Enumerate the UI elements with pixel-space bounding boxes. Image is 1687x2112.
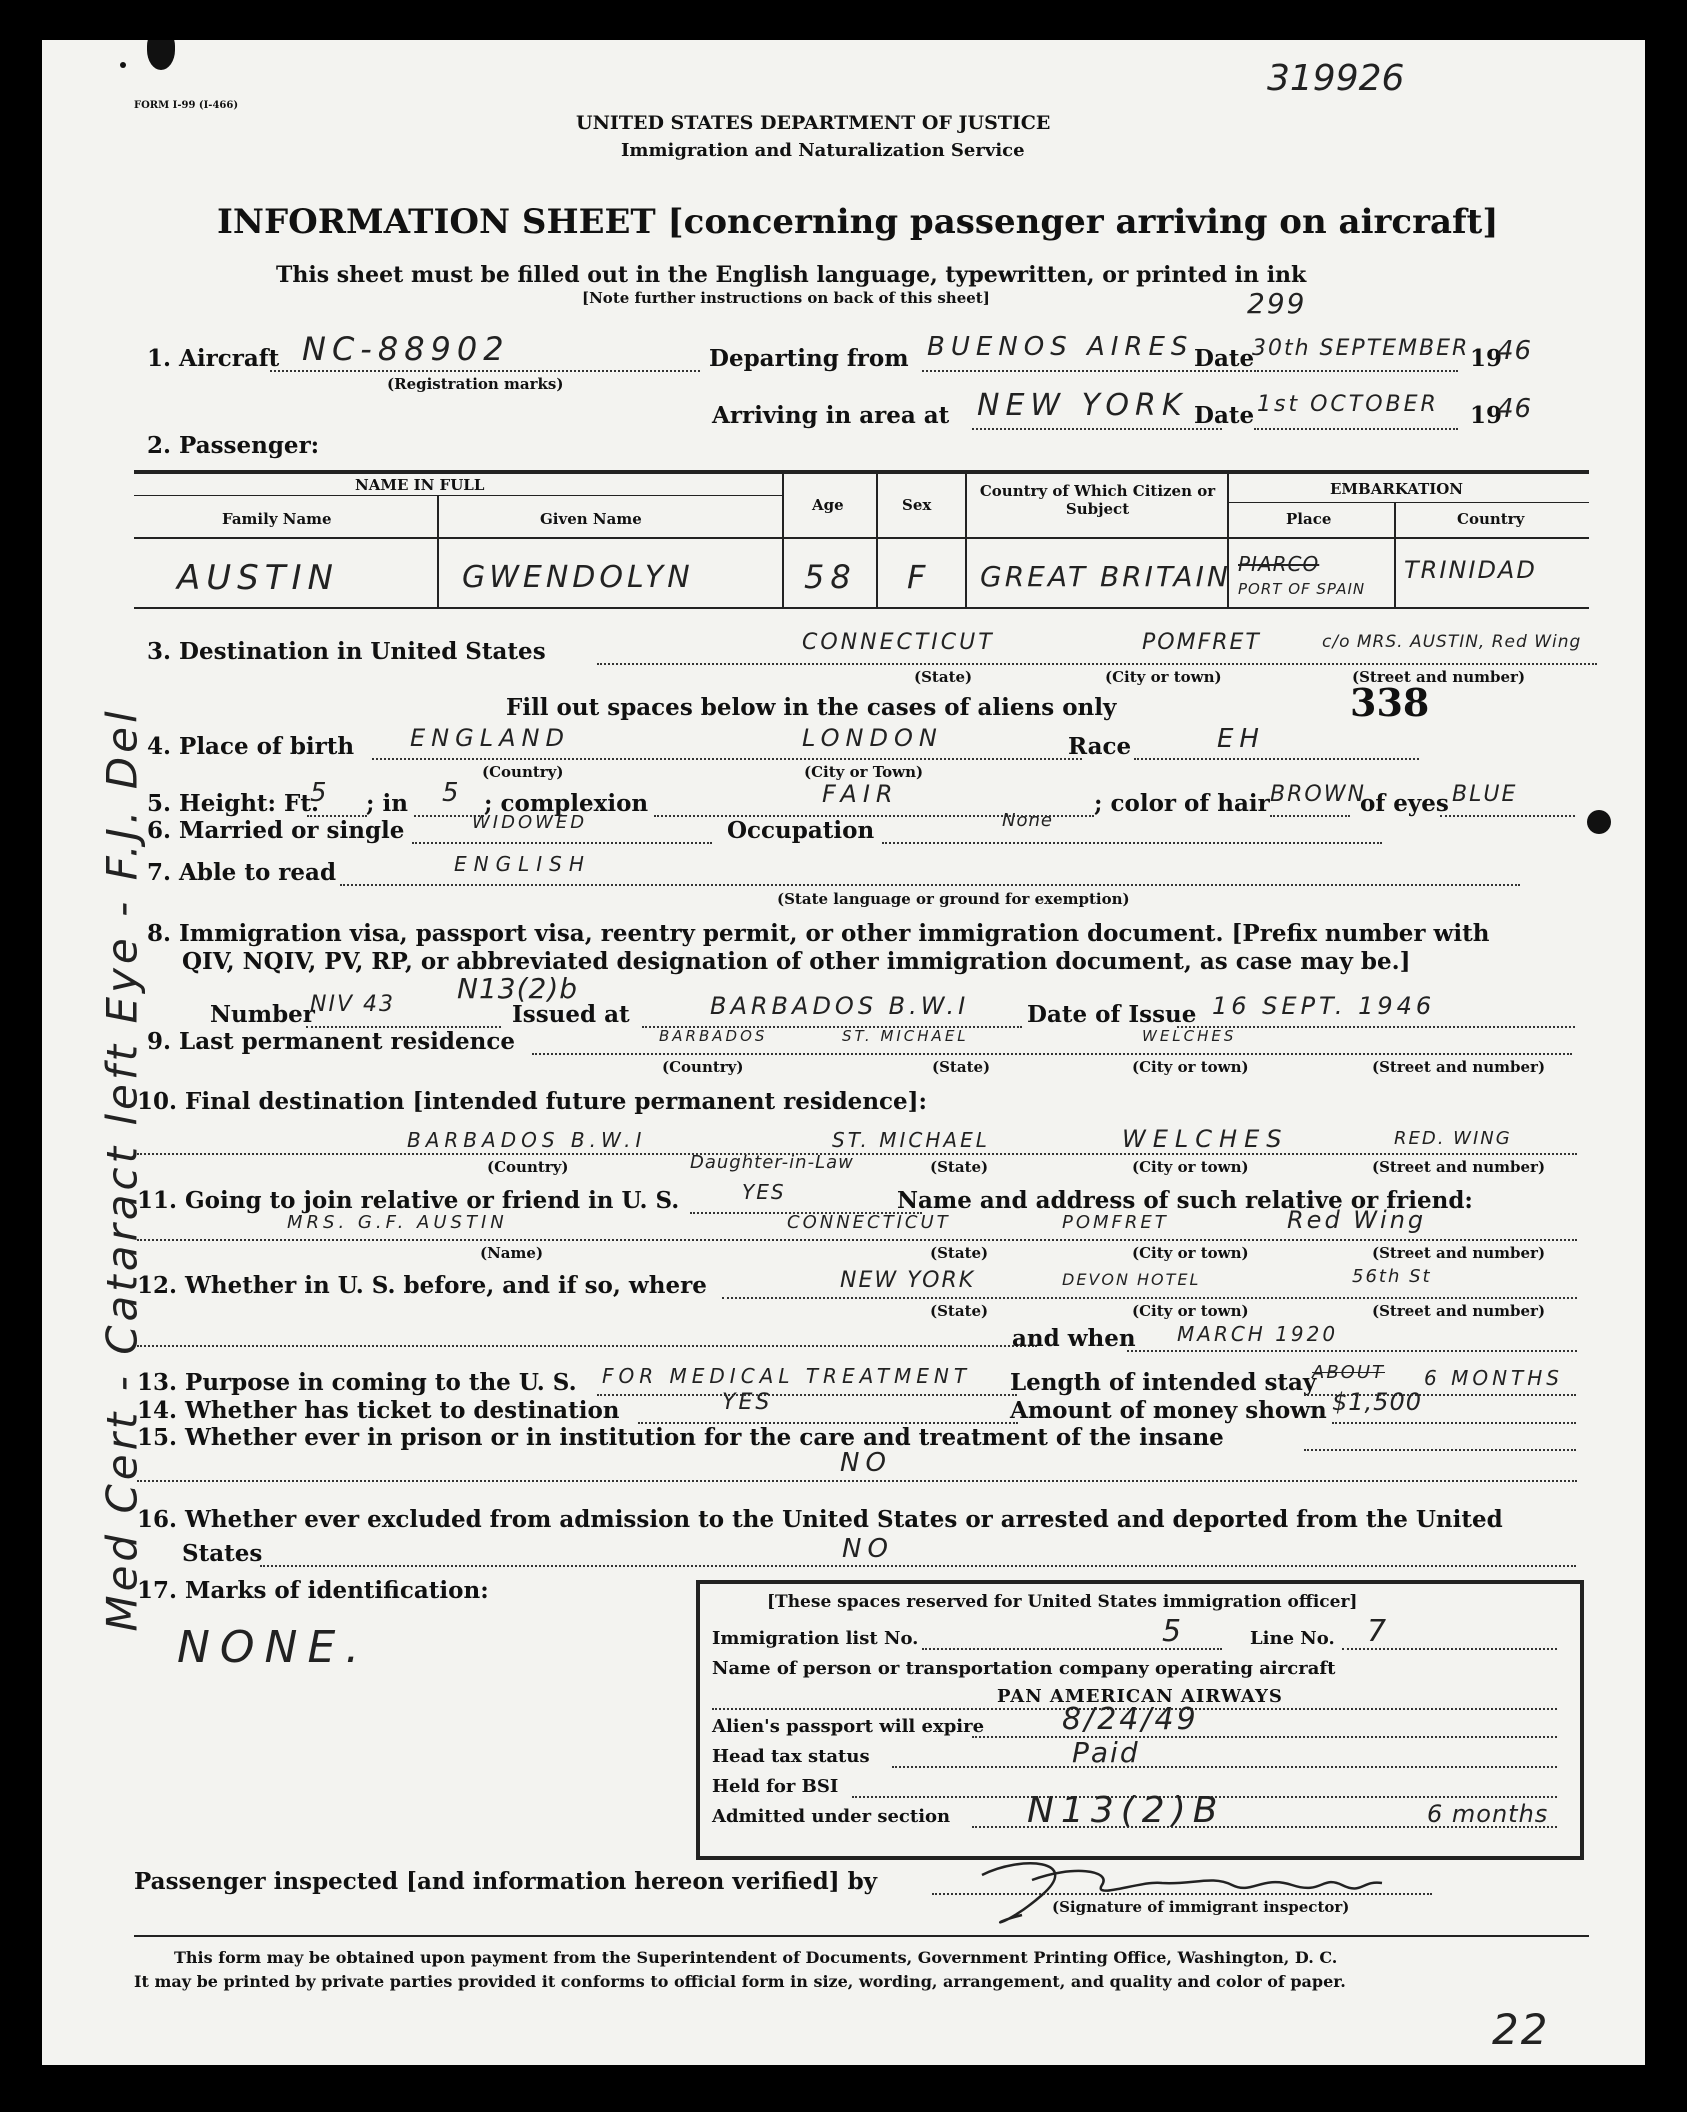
passport-label: Alien's passport will expire (712, 1716, 985, 1737)
ink-smudge (1587, 810, 1611, 834)
issue-date-value: 16 SEPT. 1946 (1212, 992, 1436, 1020)
final-destination-street: RED. WING (1394, 1128, 1512, 1149)
doc-number-value: NIV 43 (310, 992, 395, 1017)
previous-when-value: MARCH 1920 (1177, 1322, 1339, 1346)
immigration-doc-line2: QIV, NQIV, PV, RP, or abbreviated designation of other immigration document, as case may be.] (182, 948, 1411, 975)
purpose-value: FOR MEDICAL TREATMENT (602, 1364, 972, 1388)
marks-value: NONE. (177, 1622, 370, 1673)
section-label: Admitted under section (712, 1806, 951, 1827)
join-relative-label: 11. Going to join relative or friend in U. S. (137, 1187, 680, 1214)
doc-number-note: N13(2)b (457, 972, 579, 1005)
previous-visit-state: NEW YORK (840, 1268, 976, 1293)
race-value: EH (1217, 724, 1265, 754)
previous-visit-street: 56th St (1352, 1266, 1432, 1287)
marital-value: WIDOWED (472, 812, 588, 833)
eyes-value: BLUE (1452, 782, 1518, 807)
embarkation-header: EMBARKATION (1330, 480, 1464, 498)
instruction-line: This sheet must be filled out in the English language, typewritten, or printed in ink (276, 262, 1307, 288)
form-title: INFORMATION SHEET [concerning passenger arriving on aircraft] (217, 202, 1499, 242)
departing-year: 46 (1497, 336, 1533, 366)
destination-street: c/o MRS. AUSTIN, Red Wing (1322, 632, 1582, 652)
margin-note: Med Cert - Cataract left Eye - F.J. Del (97, 707, 147, 1632)
last-residence-street-caption: (Street and number) (1372, 1058, 1546, 1076)
department-name: UNITED STATES DEPARTMENT OF JUSTICE (576, 112, 1051, 134)
destination-street-caption: (Street and number) (1352, 668, 1526, 686)
eyes-label: of eyes (1360, 790, 1449, 817)
aircraft-value: NC-88902 (302, 330, 510, 368)
aliens-only-heading: Fill out spaces below in the cases of aliens only (506, 694, 1117, 721)
arriving-label: Arriving in area at (712, 402, 950, 429)
read-caption: (State language or ground for exemption) (777, 890, 1130, 908)
race-label: Race (1068, 733, 1132, 760)
relative-state: CONNECTICUT (787, 1212, 951, 1233)
height-in: 5 (442, 778, 465, 808)
citizenship-value: GREAT BRITAIN (980, 560, 1231, 593)
final-destination-country: BARBADOS B.W.I (407, 1128, 647, 1152)
relative-name: MRS. G.F. AUSTIN (287, 1212, 508, 1233)
join-relative-note: Daughter-in-Law (690, 1152, 854, 1173)
join-relative-answer: YES (742, 1180, 786, 1204)
age-value: 58 (804, 558, 857, 596)
stamp-number: 319926 (1267, 58, 1405, 99)
previous-city-caption: (City or town) (1132, 1302, 1249, 1320)
ticket-value: YES (722, 1390, 773, 1415)
read-label: 7. Able to read (147, 859, 337, 886)
birth-city-caption: (City or Town) (804, 763, 924, 781)
last-residence-city-caption: (City or town) (1132, 1058, 1249, 1076)
family-name-value: AUSTIN (177, 558, 339, 598)
complexion-value: FAIR (822, 780, 899, 808)
age-header: Age (812, 496, 844, 514)
company-label: Name of person or transportation company operating aircraft (712, 1658, 1336, 1679)
arriving-date: 1st OCTOBER (1257, 392, 1439, 417)
relative-city-caption: (City or town) (1132, 1244, 1249, 1262)
list-no-label: Immigration list No. (712, 1628, 919, 1649)
birth-country-caption: (Country) (482, 763, 564, 781)
line-no-label: Line No. (1250, 1628, 1335, 1649)
section-value: N13(2)B (1027, 1790, 1225, 1831)
ink-blot (147, 40, 175, 70)
stay-label: Length of intended stay (1010, 1369, 1317, 1396)
issued-at-label: Issued at (512, 1001, 630, 1028)
marital-label: 6. Married or single (147, 817, 405, 844)
embarkation-place-value: PORT OF SPAIN (1238, 580, 1366, 598)
last-residence-country: BARBADOS (659, 1027, 768, 1045)
given-name-value: GWENDOLYN (462, 560, 694, 595)
aircraft-label: 1. Aircraft (147, 345, 280, 372)
previous-state-caption: (State) (930, 1302, 989, 1320)
previous-visit-label: 12. Whether in U. S. before, and if so, where (137, 1272, 707, 1299)
excluded-value: NO (842, 1534, 894, 1564)
birth-country: ENGLAND (410, 724, 570, 752)
relative-name-label: Name and address of such relative or friend: (897, 1187, 1473, 1214)
read-value: ENGLISH (454, 852, 591, 876)
last-residence-city: WELCHES (1142, 1027, 1237, 1045)
form-sheet (42, 40, 1645, 2065)
occupation-label: Occupation (727, 817, 875, 844)
hair-value: BROWN (1270, 782, 1366, 807)
citizenship-header: Country of Which Citizen or Subject (979, 482, 1216, 518)
final-state-caption: (State) (930, 1158, 989, 1176)
form-number: FORM I-99 (I-466) (134, 100, 239, 111)
arriving-value: NEW YORK (977, 388, 1188, 423)
last-residence-state-caption: (State) (932, 1058, 991, 1076)
destination-state-caption: (State) (914, 668, 973, 686)
last-residence-state: ST. MICHAEL (842, 1027, 969, 1045)
line-no-value: 7 (1367, 1614, 1393, 1649)
arriving-year-prefix: 19 (1470, 402, 1503, 429)
passenger-label: 2. Passenger: (147, 432, 320, 459)
destination-label: 3. Destination in United States (147, 638, 546, 665)
company-value: PAN AMERICAN AIRWAYS (997, 1686, 1283, 1707)
footer-line2: It may be printed by private parties provided it conforms to official form in size, wording, arrangement, and quality and color of paper. (134, 1972, 1346, 1991)
instruction-note: [Note further instructions on back of this sheet] (582, 289, 990, 307)
final-destination-city: WELCHES (1122, 1125, 1289, 1153)
ink-dot (120, 62, 126, 68)
officer-box-title: [These spaces reserved for United States immigration officer] (767, 1592, 1358, 1612)
departing-year-prefix: 19 (1470, 345, 1503, 372)
immigration-doc-line1: 8. Immigration visa, passport visa, reentry permit, or other immigration document. [Prefix number with (147, 920, 1490, 947)
name-in-full-header: NAME IN FULL (355, 476, 485, 494)
relative-city: POMFRET (1062, 1212, 1169, 1233)
flight-number: 299 (1247, 287, 1307, 320)
embarkation-place-header: Place (1286, 510, 1332, 528)
embarkation-place-struck: PIARCO (1238, 552, 1320, 576)
doc-number-label: Number (210, 1001, 315, 1028)
height-in-label: ; in (366, 790, 408, 817)
head-tax-label: Head tax status (712, 1746, 870, 1767)
previous-visit-city: DEVON HOTEL (1062, 1270, 1201, 1289)
issued-at-value: BARBADOS B.W.I (710, 992, 970, 1020)
destination-state: CONNECTICUT (802, 630, 995, 655)
final-city-caption: (City or town) (1132, 1158, 1249, 1176)
ticket-label: 14. Whether has ticket to destination (137, 1397, 620, 1424)
inspected-by-label: Passenger inspected [and information hereon verified] by (134, 1868, 878, 1895)
stay-struck: ABOUT (1312, 1362, 1385, 1383)
birth-city: LONDON (802, 724, 943, 752)
prison-label: 15. Whether ever in prison or in institution for the care and treatment of the insane (137, 1424, 1224, 1451)
departing-date: 30th SEPTEMBER (1252, 336, 1470, 361)
final-street-caption: (Street and number) (1372, 1158, 1546, 1176)
relative-name-caption: (Name) (480, 1244, 544, 1262)
relative-state-caption: (State) (930, 1244, 989, 1262)
sex-value: F (907, 558, 932, 596)
passport-value: 8/24/49 (1062, 1702, 1199, 1737)
embarkation-country-value: TRINIDAD (1404, 556, 1537, 584)
final-country-caption: (Country) (487, 1158, 569, 1176)
list-no-value: 5 (1162, 1614, 1188, 1649)
relative-street-caption: (Street and number) (1372, 1244, 1546, 1262)
stamp-338: 338 (1350, 680, 1430, 725)
page-number: 22 (1492, 2005, 1550, 2054)
departing-value: BUENOS AIRES (927, 332, 1194, 362)
bsi-label: Held for BSI (712, 1776, 839, 1797)
height-ft: 5 (310, 778, 333, 808)
previous-when-label: and when (1012, 1325, 1136, 1352)
head-tax-value: Paid (1072, 1736, 1140, 1769)
signature-caption: (Signature of immigrant inspector) (1052, 1898, 1350, 1916)
footer-line1: This form may be obtained upon payment from the Superintendent of Documents, Government Printing Office, Washington, D. C. (174, 1948, 1338, 1967)
relative-street: Red Wing (1287, 1206, 1427, 1234)
registration-caption: (Registration marks) (387, 375, 564, 393)
departing-date-label: Date (1194, 345, 1255, 372)
destination-city: POMFRET (1142, 630, 1261, 655)
last-residence-label: 9. Last permanent residence (147, 1028, 515, 1055)
arriving-year: 46 (1497, 394, 1533, 424)
issue-date-label: Date of Issue (1027, 1001, 1197, 1028)
marks-label: 17. Marks of identification: (137, 1577, 489, 1604)
birthplace-label: 4. Place of birth (147, 733, 355, 760)
family-name-header: Family Name (222, 510, 332, 528)
inspector-signature (962, 1855, 1432, 1930)
last-residence-country-caption: (Country) (662, 1058, 744, 1076)
section-note: 6 months (1427, 1800, 1549, 1828)
hair-label: ; color of hair (1094, 790, 1270, 817)
complexion-label: ; complexion (484, 790, 649, 817)
stay-value: 6 MONTHS (1424, 1366, 1563, 1390)
height-label: 5. Height: Ft. (147, 790, 320, 817)
excluded-line2: States (182, 1540, 263, 1567)
arriving-date-label: Date (1194, 402, 1255, 429)
previous-street-caption: (Street and number) (1372, 1302, 1546, 1320)
destination-city-caption: (City or town) (1105, 668, 1222, 686)
given-name-header: Given Name (540, 510, 642, 528)
service-name: Immigration and Naturalization Service (621, 140, 1025, 161)
embarkation-country-header: Country (1457, 510, 1525, 528)
final-destination-label: 10. Final destination [intended future permanent residence]: (137, 1088, 928, 1115)
money-label: Amount of money shown (1010, 1397, 1327, 1424)
money-value: $1,500 (1332, 1388, 1422, 1416)
excluded-line1: 16. Whether ever excluded from admission to the United States or arrested and deported from the United (137, 1506, 1503, 1533)
departing-label: Departing from (709, 345, 909, 372)
occupation-value: None (1002, 810, 1053, 831)
purpose-label: 13. Purpose in coming to the U. S. (137, 1369, 577, 1396)
prison-value: NO (840, 1448, 892, 1478)
final-destination-state: ST. MICHAEL (832, 1128, 990, 1152)
sex-header: Sex (902, 496, 932, 514)
